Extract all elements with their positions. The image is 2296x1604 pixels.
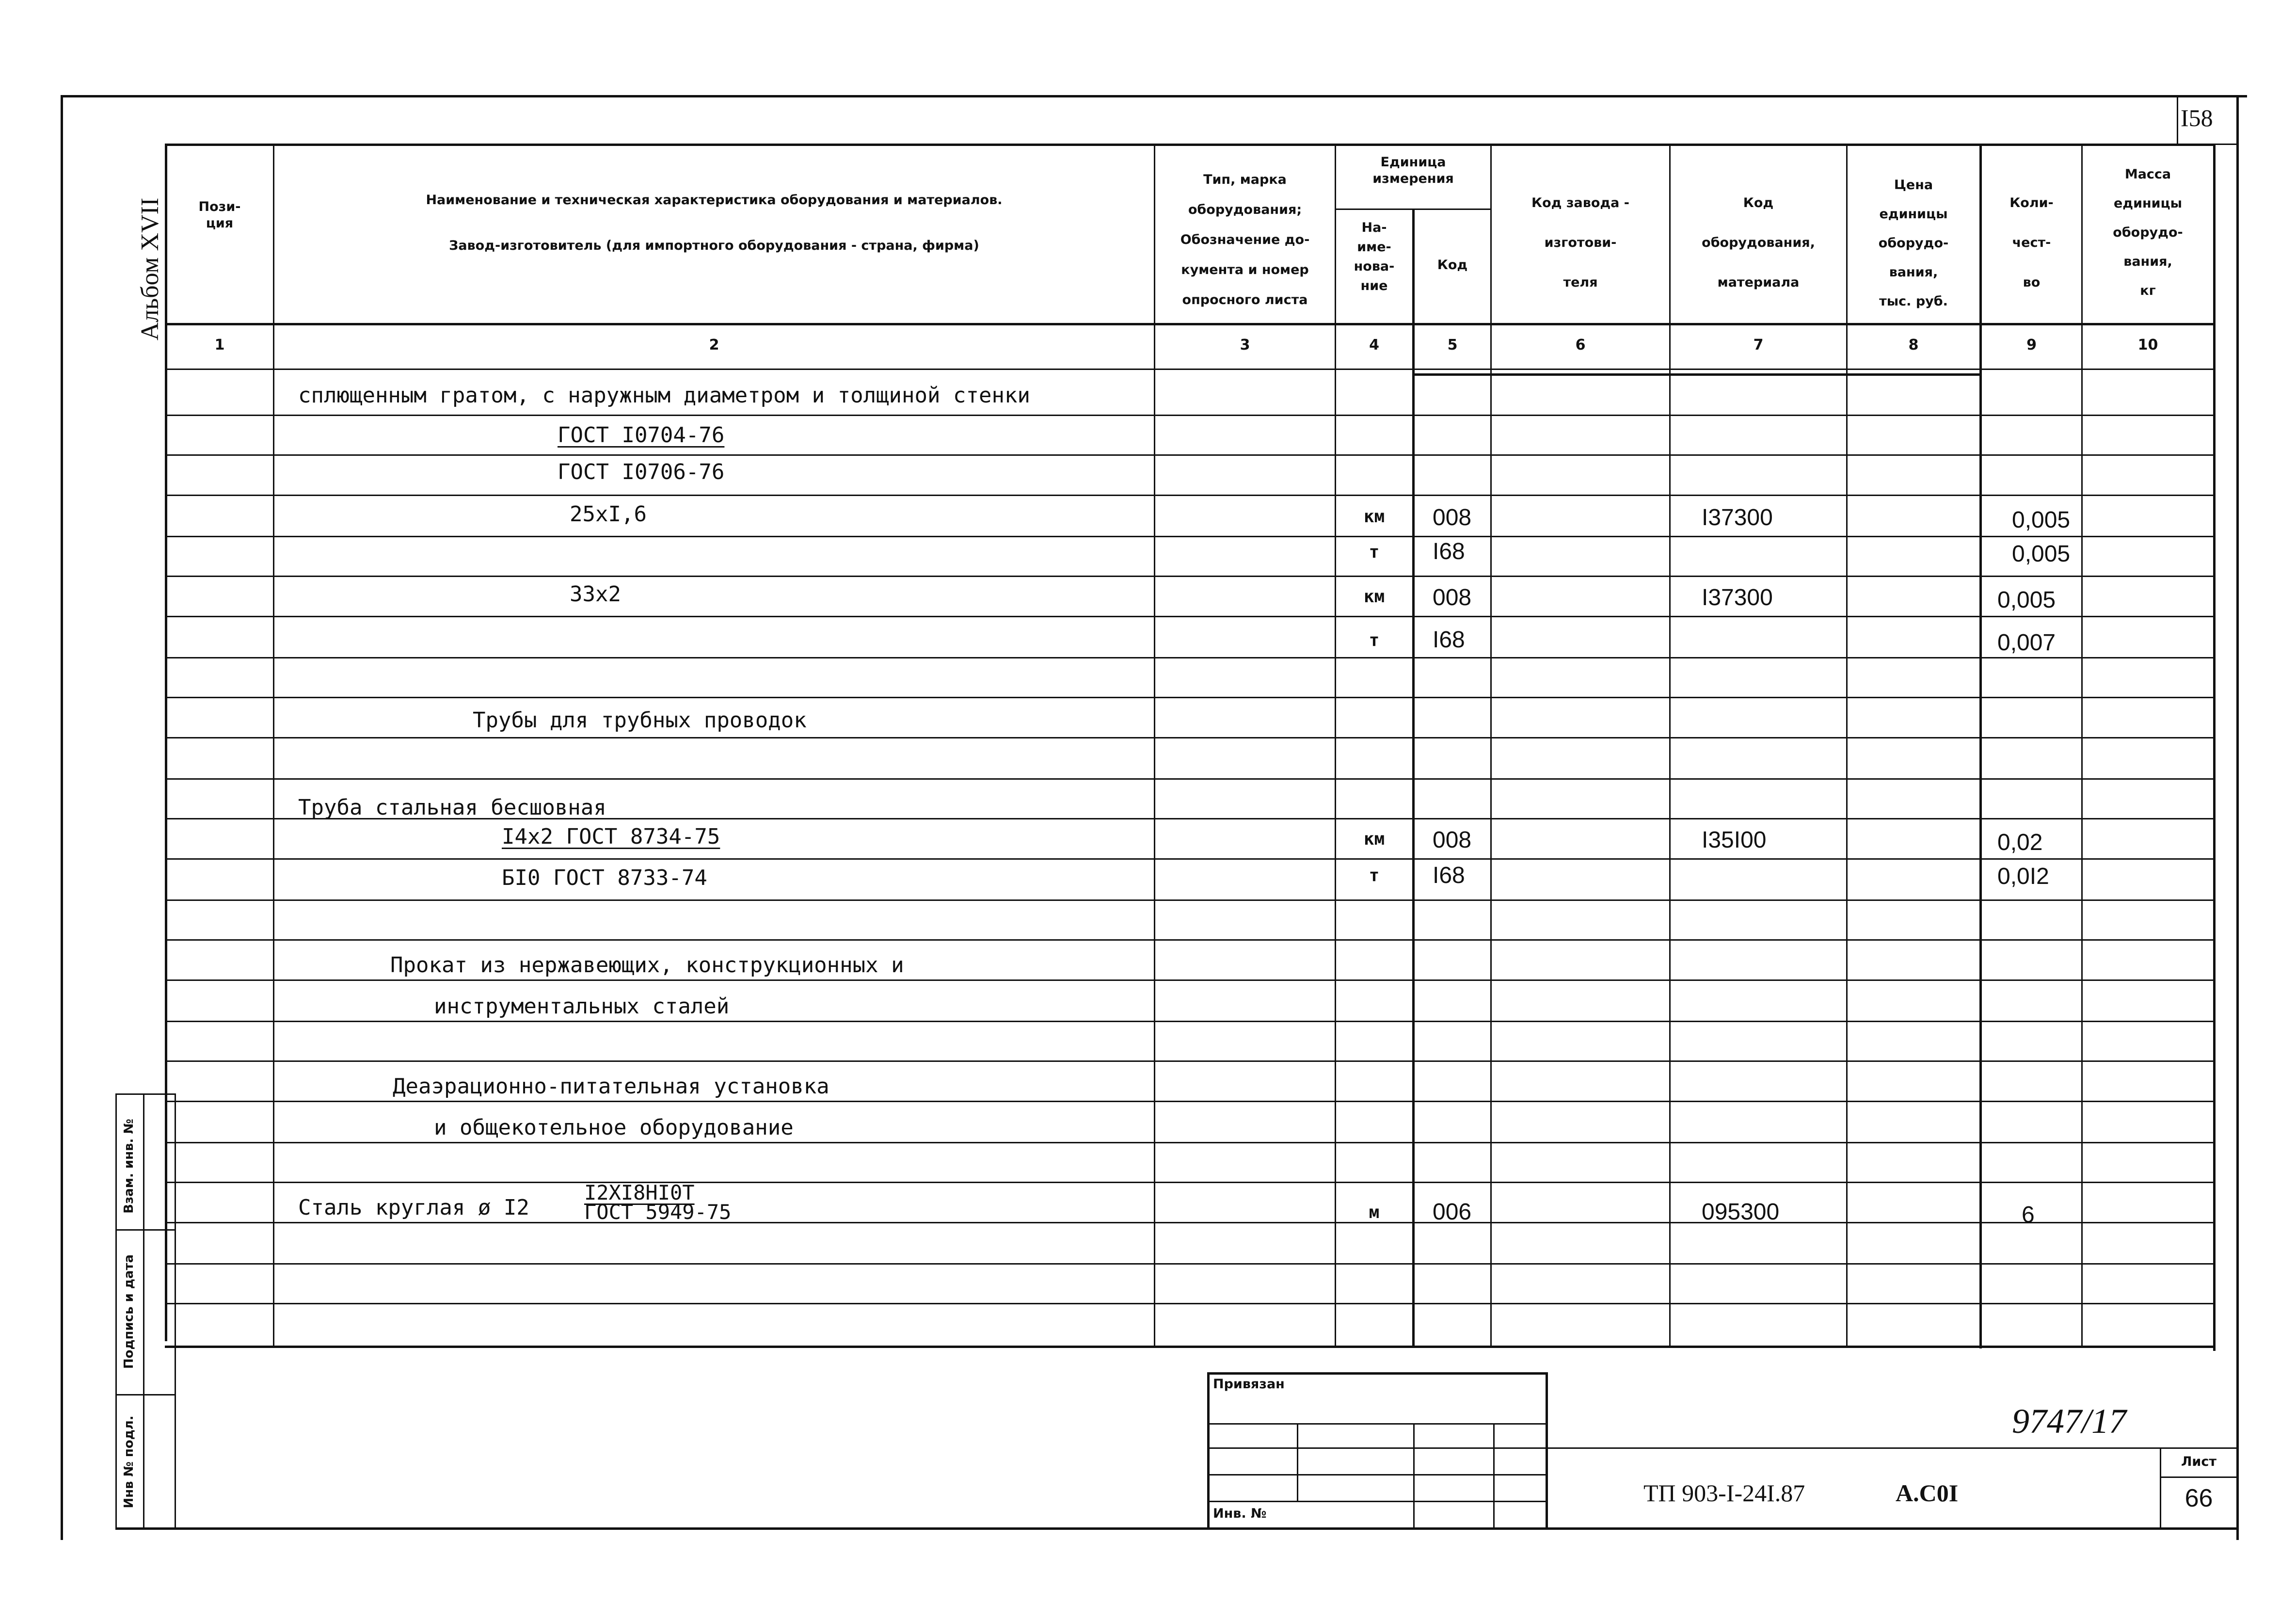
list-label: Лист xyxy=(2181,1454,2216,1469)
header-type: Тип, марка оборудования; Обозначение до- кумента и номер опросного листа xyxy=(1180,172,1310,307)
unit-name: т xyxy=(1369,630,1380,650)
header-unit-name: На- име- нова- ние xyxy=(1354,220,1395,293)
row-text: БI0 ГОСТ 8733-74 xyxy=(502,866,707,890)
quantity: 6 xyxy=(2022,1202,2035,1228)
col-number-6: 6 xyxy=(1575,337,1586,353)
equipment-code: I37300 xyxy=(1702,505,1773,530)
header-mass: Масса единицы оборудо- вания, кг xyxy=(2113,167,2183,298)
col-number-2: 2 xyxy=(709,337,719,353)
section-heading: Прокат из нержавеющих, конструкционных и xyxy=(390,953,904,978)
unit-name: т xyxy=(1369,866,1380,885)
unit-code: 008 xyxy=(1433,585,1472,610)
header-factory-code: Код завода - изготови- теля xyxy=(1531,195,1629,290)
page-number: I58 xyxy=(2181,104,2213,131)
header-unit-code: Код xyxy=(1437,257,1468,273)
doc-code: ТП 903-I-24I.87 xyxy=(1643,1479,1805,1507)
col-number-1: 1 xyxy=(214,337,225,353)
side-label-inv-podl: Инв № подл. xyxy=(122,1415,136,1508)
stamp-inv-no: Инв. № xyxy=(1213,1506,1267,1521)
unit-name: км xyxy=(1363,507,1385,527)
header-price: Цена единицы оборудо- вания, тыс. руб. xyxy=(1878,177,1949,309)
side-label-inv-vzam: Взам. инв. № xyxy=(122,1119,136,1214)
quantity: 0,02 xyxy=(1997,830,2043,855)
equipment-code: I35I00 xyxy=(1702,827,1767,853)
row-text: Труба стальная бесшовная xyxy=(298,795,606,820)
row-text: Сталь круглая ø I2 xyxy=(298,1195,529,1220)
row-text: 25xI,6 xyxy=(570,502,647,527)
header-quantity: Коли- чест- во xyxy=(2009,195,2054,290)
unit-name: км xyxy=(1363,587,1385,607)
quantity: 0,0I2 xyxy=(1997,864,2049,889)
header-unit-group: Единица измерения xyxy=(1372,155,1454,186)
section-heading: инструментальных сталей xyxy=(434,994,730,1019)
col-number-9: 9 xyxy=(2026,337,2037,353)
unit-name: м xyxy=(1369,1203,1380,1222)
quantity: 0,005 xyxy=(2012,541,2071,567)
quantity: 0,007 xyxy=(1997,630,2056,656)
unit-code: 008 xyxy=(1433,505,1472,530)
col-number-8: 8 xyxy=(1908,337,1919,353)
row-text: 33x2 xyxy=(570,582,621,607)
unit-code: 006 xyxy=(1433,1199,1472,1225)
equipment-code: I37300 xyxy=(1702,585,1773,610)
unit-name: т xyxy=(1369,542,1380,562)
col-number-10: 10 xyxy=(2137,337,2158,353)
doc-suffix: А.С0I xyxy=(1896,1479,1959,1507)
album-label: Альбом XVII xyxy=(136,197,164,341)
section-heading: Трубы для трубных проводок xyxy=(473,708,807,733)
steel-standard: ГОСТ 5949-75 xyxy=(584,1200,732,1224)
stamp-privyazan: Привязан xyxy=(1213,1377,1285,1392)
side-label-sign-date: Подпись и дата xyxy=(122,1254,136,1369)
quantity: 0,005 xyxy=(1997,587,2056,613)
quantity: 0,005 xyxy=(2012,507,2071,533)
row-text: ГОСТ I0706-76 xyxy=(558,460,725,484)
equipment-code: 095300 xyxy=(1702,1199,1780,1225)
header-name-line2: Завод-изготовитель (для импортного оборудования - страна, фирма) xyxy=(449,238,979,253)
header-position: Пози- ция xyxy=(198,199,241,231)
steel-grade: I2XI8HI0T xyxy=(584,1181,695,1204)
header-name-line1: Наименование и техническая характеристика оборудования и материалов. xyxy=(426,192,1003,208)
row-text: сплющенным гратом, с наружным диаметром и толщиной стенки xyxy=(298,383,1030,408)
unit-code: 008 xyxy=(1433,827,1472,853)
section-heading: и общекотельное оборудование xyxy=(434,1115,794,1140)
col-number-4: 4 xyxy=(1369,337,1379,353)
row-text: I4x2 ГОСТ 8734-75 xyxy=(502,824,720,849)
handwritten-number: 9747/17 xyxy=(2012,1402,2127,1441)
col-number-5: 5 xyxy=(1447,337,1458,353)
unit-code: I68 xyxy=(1433,863,1465,888)
unit-code: I68 xyxy=(1433,627,1465,653)
section-heading: Деаэрационно-питательная установка xyxy=(393,1074,829,1099)
row-text: ГОСТ I0704-76 xyxy=(558,423,725,448)
col-number-3: 3 xyxy=(1240,337,1250,353)
list-number: 66 xyxy=(2184,1484,2213,1512)
col-number-7: 7 xyxy=(1753,337,1764,353)
unit-code: I68 xyxy=(1433,539,1465,564)
unit-name: км xyxy=(1363,829,1385,849)
header-equipment-code: Код оборудования, материала xyxy=(1702,195,1815,290)
